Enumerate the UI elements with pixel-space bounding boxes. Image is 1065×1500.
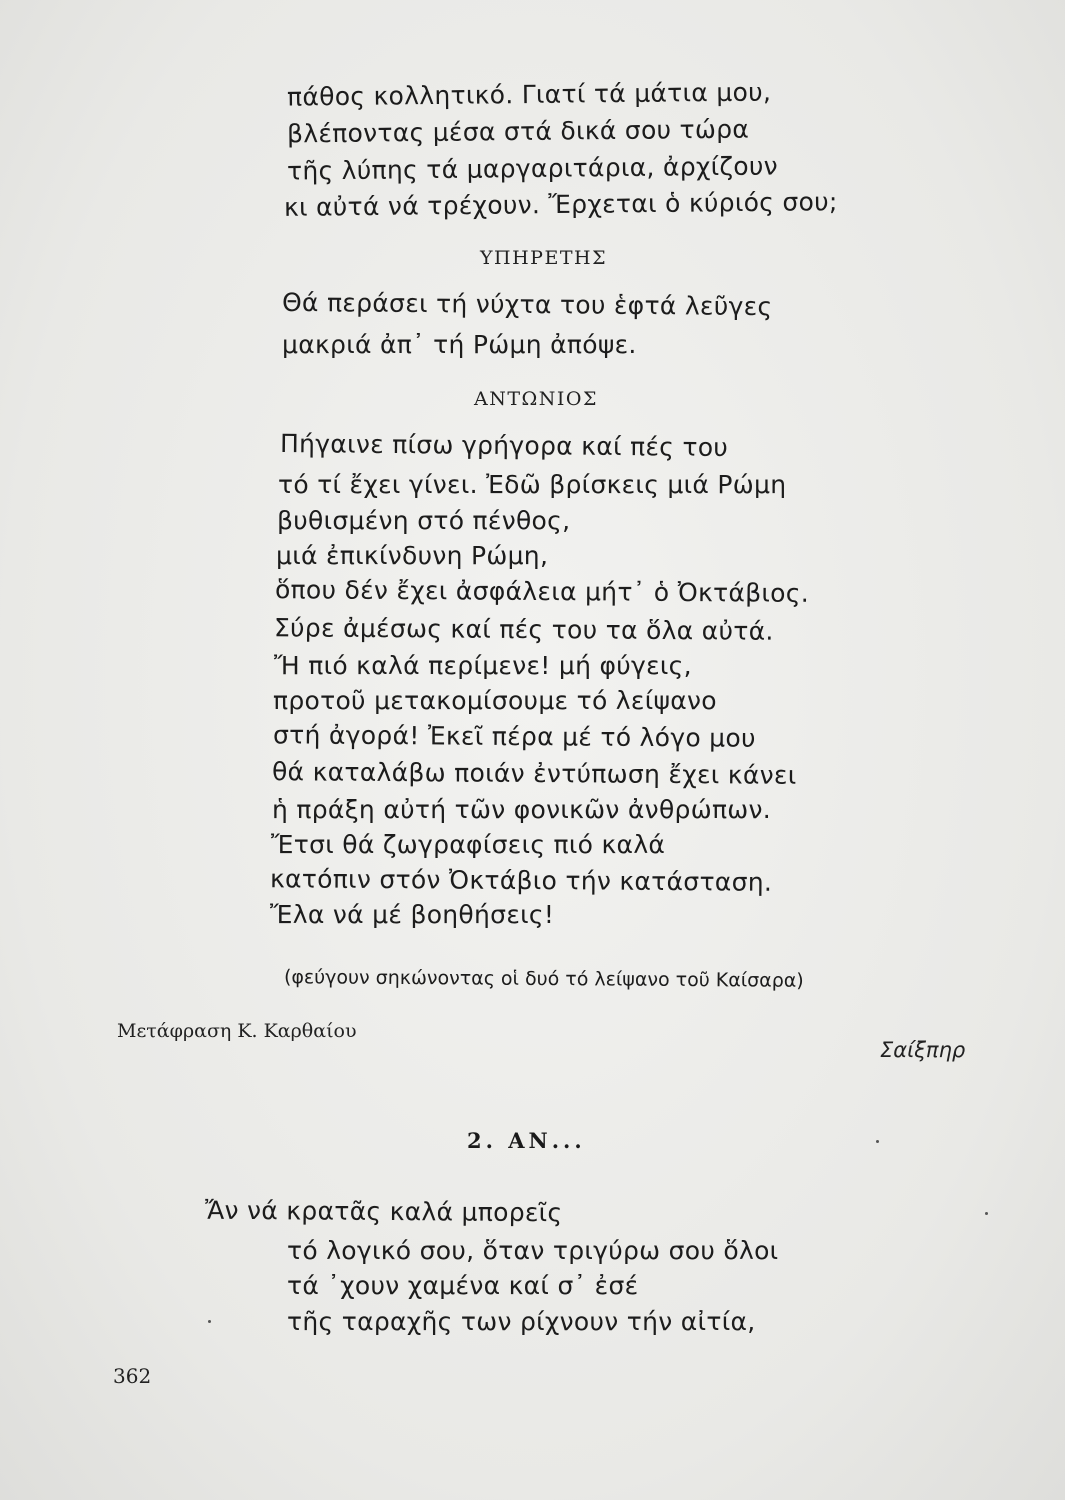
verse-line: τά ᾽χουν χαμένα καί σ᾽ ἐσέ	[287, 1271, 639, 1300]
verse-line: τό λογικό σου, ὅταν τριγύρω σου ὅλοι	[287, 1236, 779, 1265]
verse-line: Σύρε ἀμέσως καί πές του τα ὅλα αὐτά.	[273, 613, 774, 646]
verse-line: θά καταλάβω ποιάν ἐντύπωση ἔχει κάνει	[271, 757, 797, 790]
speaker-name: ΑΝΤΩΝΙΟΣ	[474, 388, 598, 410]
translator-credit: Μετάφραση Κ. Καρθαίου	[117, 1020, 357, 1042]
verse-line: βυθισμένη στό πένθος,	[277, 506, 571, 535]
speaker-name: ΥΠΗΡΕΤΗΣ	[480, 247, 608, 269]
verse-line: βλέποντας μέσα στά δικά σου τώρα	[286, 114, 750, 149]
verse-line: Θά περάσει τή νύχτα του ἑφτά λεῦγες	[281, 287, 773, 322]
verse-line: κι αὐτά νά τρέχουν. Ἔρχεται ὁ κύριός σου;	[283, 187, 838, 222]
page-number: 362	[113, 1364, 152, 1388]
scan-speck	[208, 1320, 211, 1323]
verse-line: Ἔλα νά μέ βοηθήσεις!	[270, 900, 555, 929]
verse-line: μακριά ἀπ᾽ τή Ρώμη ἀπόψε.	[282, 330, 637, 359]
section-title: 2. ΑΝ...	[467, 1128, 586, 1153]
verse-line: Ἤ πιό καλά περίμενε! μή φύγεις,	[274, 651, 692, 680]
verse-line: μιά ἐπικίνδυνη Ρώμη,	[276, 541, 549, 570]
verse-line: προτοῦ μετακομίσουμε τό λείψανο	[273, 686, 717, 715]
verse-line: τό τί ἔχει γίνει. Ἐδῶ βρίσκεις μιά Ρώμη	[278, 470, 787, 499]
verse-line: κατόπιν στόν Ὀκτάβιο τήν κατάσταση.	[269, 864, 773, 897]
author-name: Σαίξπηρ	[880, 1038, 966, 1062]
verse-line: Πήγαινε πίσω γρήγορα καί πές του	[279, 429, 729, 462]
verse-line: τῆς λύπης τά μαργαριτάρια, ἀρχίζουν	[286, 151, 779, 186]
scan-speck	[985, 1212, 988, 1215]
verse-line: Ἔτσι θά ζωγραφίσεις πιό καλά	[271, 830, 666, 859]
stage-direction: (φεύγουν σηκώνοντας οἱ δυό τό λείψανο τοῦ Καίσαρα)	[283, 966, 804, 992]
verse-line: πάθος κολλητικό. Γιατί τά μάτια μου,	[286, 77, 772, 112]
verse-line: στή ἀγορά! Ἐκεῖ πέρα μέ τό λόγο μου	[272, 720, 756, 753]
verse-line: τῆς ταραχῆς των ρίχνουν τήν αἰτία,	[287, 1307, 756, 1336]
verse-line: ἡ πράξη αὐτή τῶν φονικῶν ἀνθρώπων.	[272, 795, 772, 824]
verse-line: ὅπου δέν ἔχει ἀσφάλεια μήτ᾽ ὁ Ὀκτάβιος.	[274, 575, 810, 608]
scan-speck	[876, 1140, 879, 1143]
verse-line: Ἄν νά κρατᾶς καλά μπορεῖς	[204, 1195, 563, 1228]
